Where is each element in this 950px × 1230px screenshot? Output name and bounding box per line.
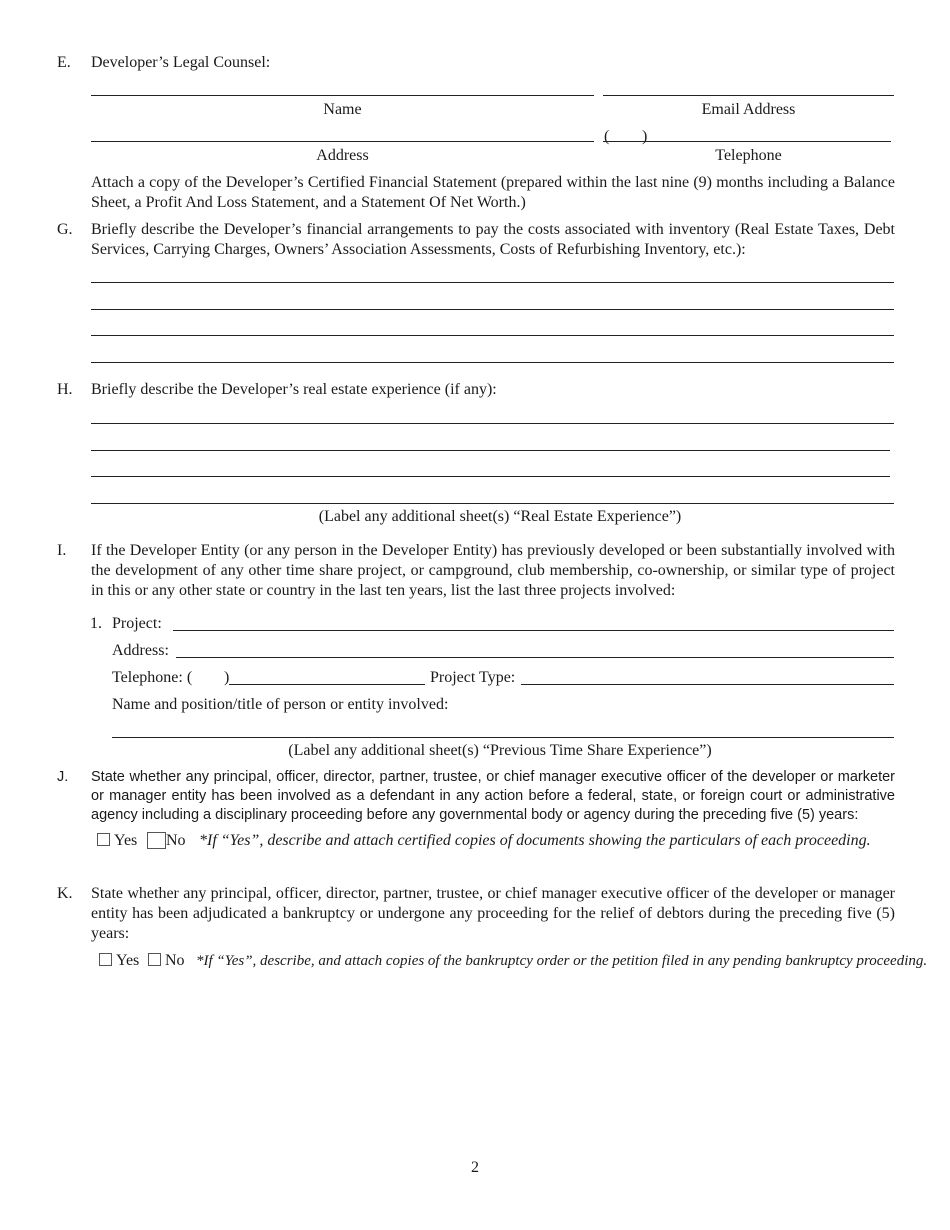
section-h-letter: H. bbox=[57, 381, 73, 398]
financial-statement-instruction: Attach a copy of the Developer’s Certified Financial Statement (prepared within the last nine (9) months including a Balance Sheet, a Profit And Loss Statement, and a Statement Of Net Worth.) bbox=[91, 174, 895, 211]
project-address-line[interactable] bbox=[176, 657, 894, 658]
real-estate-experience-note: (Label any additional sheet(s) “Real Estate Experience”) bbox=[318, 508, 682, 525]
project-address-label: Address: bbox=[112, 642, 169, 659]
k-no-label: No bbox=[165, 952, 185, 969]
project-type-line[interactable] bbox=[521, 684, 894, 685]
j-no-label: No bbox=[166, 832, 186, 849]
answer-line-g-2[interactable] bbox=[91, 309, 894, 310]
j-no-checkbox[interactable] bbox=[147, 832, 166, 849]
section-h-question: Briefly describe the Developer’s real estate experience (if any): bbox=[91, 381, 497, 398]
answer-line-g-1[interactable] bbox=[91, 282, 894, 283]
section-j-letter: J. bbox=[57, 769, 69, 785]
address-label: Address bbox=[316, 147, 369, 164]
email-label: Email Address bbox=[701, 101, 796, 118]
answer-line-g-3[interactable] bbox=[91, 335, 894, 336]
project-telephone-close: ) bbox=[224, 669, 230, 686]
answer-line-h-1[interactable] bbox=[91, 423, 894, 424]
counsel-telephone-line[interactable] bbox=[603, 141, 891, 142]
section-e-letter: E. bbox=[57, 54, 71, 71]
project-item-number: 1. bbox=[90, 615, 102, 632]
j-yes-instruction: *If “Yes”, describe and attach certified copies of documents showing the particulars of each proceeding. bbox=[199, 832, 871, 849]
k-no-checkbox[interactable] bbox=[148, 953, 161, 966]
section-k-question: State whether any principal, officer, director, partner, trustee, or chief manager executive officer of the developer or manager entity has been adjudicated a bankruptcy or undergone any proceeding for the relief of debtors during the preceding five (5) years: bbox=[91, 885, 895, 942]
counsel-name-line[interactable] bbox=[91, 95, 594, 96]
project-label: Project: bbox=[112, 615, 162, 632]
j-yes-label: Yes bbox=[114, 832, 138, 849]
section-i-letter: I. bbox=[57, 542, 67, 559]
person-involved-label: Name and position/title of person or entity involved: bbox=[112, 696, 449, 713]
section-e-title: Developer’s Legal Counsel: bbox=[91, 54, 271, 71]
section-j-question: State whether any principal, officer, director, partner, trustee, or chief manager executive officer of the developer or marketer or manager entity has been involved as a defendant in any action before a federal, state, or foreign court or administrative agency including a disciplinary proceeding before any governmental body or agency during the preceding five (5) years: bbox=[91, 769, 895, 823]
k-yes-checkbox[interactable] bbox=[99, 953, 112, 966]
name-label: Name bbox=[323, 101, 362, 118]
telephone-label: Telephone bbox=[715, 147, 782, 164]
j-yes-checkbox[interactable] bbox=[97, 833, 110, 846]
section-g-question: Briefly describe the Developer’s financial arrangements to pay the costs associated with inventory (Real Estate Taxes, Debt Services, Carrying Charges, Owners’ Association Assessments, Costs of Refurbishing Inventory, etc.): bbox=[91, 221, 895, 258]
section-g-letter: G. bbox=[57, 221, 73, 238]
time-share-experience-note: (Label any additional sheet(s) “Previous Time Share Experience”) bbox=[288, 742, 712, 759]
counsel-email-line[interactable] bbox=[603, 95, 894, 96]
project-field-line[interactable] bbox=[173, 630, 894, 631]
answer-line-h-2[interactable] bbox=[91, 450, 890, 451]
section-i-question: If the Developer Entity (or any person in the Developer Entity) has previously developed or been substantially involved with the development of any other time share project, or campground, club membership, co-ownership, or similar type of project in this or any other state or country in the last ten years, list the last three projects involved: bbox=[91, 542, 895, 599]
k-yes-label: Yes bbox=[116, 952, 140, 969]
project-telephone-line[interactable] bbox=[229, 684, 425, 685]
person-involved-line[interactable] bbox=[112, 737, 894, 738]
section-k-letter: K. bbox=[57, 885, 73, 902]
page-number: 2 bbox=[471, 1159, 479, 1176]
phone-paren-close: ) bbox=[642, 128, 648, 145]
k-yes-instruction: *If “Yes”, describe, and attach copies of the bankruptcy order or the petition filed in any pending bankruptcy proceeding. bbox=[196, 953, 928, 969]
counsel-address-line[interactable] bbox=[91, 141, 594, 142]
phone-paren-open: ( bbox=[604, 128, 610, 145]
answer-line-g-4[interactable] bbox=[91, 362, 894, 363]
project-telephone-label: Telephone: ( bbox=[112, 669, 193, 686]
answer-line-h-4[interactable] bbox=[91, 503, 894, 504]
project-type-label: Project Type: bbox=[430, 669, 516, 686]
answer-line-h-3[interactable] bbox=[91, 476, 890, 477]
